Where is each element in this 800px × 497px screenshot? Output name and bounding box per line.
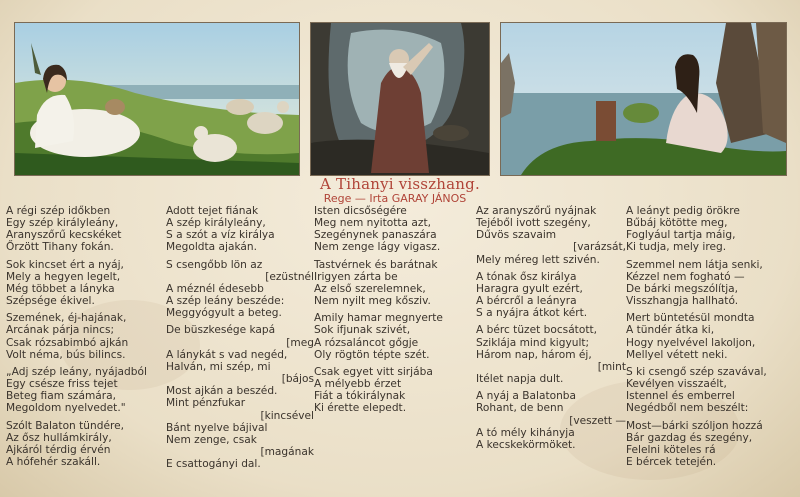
poem-line: Ki érette elepedt. — [314, 402, 407, 415]
poem-line: Oly rögtön tépte szét. — [314, 348, 430, 361]
poem-line: Kevélyen visszaélt, — [626, 378, 727, 391]
poem-line: Sok kincset ért a nyáj, — [6, 258, 124, 271]
poem-line: [ezüstnél — [265, 270, 314, 283]
poem-line: A tónak ősz királya — [476, 270, 577, 283]
poem-line: [varázsát, — [573, 241, 626, 254]
poem-author-line: Rege — Irta GARAY JÁNOS — [323, 192, 467, 205]
poem-line: Ajkáról térdig érvén — [6, 443, 111, 456]
poem-line: Mellyel vétett neki. — [626, 348, 728, 361]
poem-line: Nem zenge, csak — [166, 433, 257, 446]
poem-column-2 — [166, 205, 314, 470]
poem-line: Felelni köteles rá — [626, 443, 716, 456]
poem-line: De büszkesége kapá — [166, 324, 276, 337]
poem-line: Szemének, éj-hajának, — [6, 312, 127, 325]
poem-line: [meg — [286, 336, 314, 349]
poem-line: Szemmel nem látja senki, — [626, 258, 763, 271]
illustration-old-man-in-cave — [310, 22, 490, 176]
poem-line: A szép királyleány, — [166, 217, 266, 230]
poem-line: A régi szép időkben — [6, 205, 111, 217]
poem-line: A bércről a leányra — [476, 295, 577, 308]
poem-line: Hogy nyelvével lakoljon, — [626, 336, 756, 349]
poem-line: [mint — [597, 360, 626, 373]
poem-line: Itélet napja dult. — [476, 373, 564, 386]
poem-line: Most—bárki szóljon hozzá — [626, 419, 763, 432]
poem-line: Visszhangja hallható. — [626, 295, 739, 308]
poem-line: A méznél édesebb — [166, 282, 264, 295]
poem-line: A szép leány beszéde: — [166, 295, 285, 308]
poem-line: A tó mély kihányja — [476, 426, 575, 439]
poem-line: A kecskekörmöket. — [476, 438, 576, 451]
poem-line: Még többet a lányka — [6, 282, 115, 295]
poem-line: Volt néma, bús bilincs. — [6, 348, 126, 361]
poem-line: Az ősz hullámkirály, — [6, 431, 112, 444]
poem-line: Szólt Balaton tündére, — [6, 419, 124, 432]
poem-line: A nyáj a Balatonba — [476, 390, 577, 403]
poem-line: Kézzel nem fogható — — [626, 270, 745, 283]
poem-line: A hófehér szakáll. — [6, 455, 101, 468]
poem-line: A rózsaláncot gőgje — [314, 336, 419, 349]
poem-line: Egy szép királyleány, — [6, 217, 119, 230]
poem-line: Szépsége ékivel. — [6, 295, 95, 308]
illustration-girl-by-lake — [500, 22, 787, 176]
poem-title: A Tihanyi visszhang. — [320, 175, 480, 193]
poem-line: Szegénynek panaszára — [314, 229, 437, 242]
poem-line: Arcának párja nincs; — [6, 324, 115, 337]
poem-line: Adott tejet fiának — [166, 205, 259, 217]
poem-column-3 — [314, 205, 476, 415]
poem-line: Istennel és emberrel — [626, 390, 735, 403]
poem-line: Tastvérnek és barátnak — [314, 258, 438, 271]
poem-line: Három nap, három éj, — [476, 348, 592, 361]
poem-line: Mint pénzfukar — [166, 397, 246, 410]
poem-line: Negédből nem beszélt: — [626, 402, 749, 415]
poem-line: E bércek tetején. — [626, 455, 717, 468]
poem-line: Amily hamar megnyerte — [314, 312, 443, 325]
poem-line: Fiát a tókirálynak — [314, 390, 406, 403]
poem-line: Isten dicsőségére — [314, 205, 407, 217]
poem-line: Tejéből ivott szegény, — [476, 217, 591, 230]
poem-line: Bánt nyelve bájival — [166, 421, 268, 434]
poem-line: Haragra gyult ezért, — [476, 282, 583, 295]
poem-line: Mely a hegyen legelt, — [6, 270, 121, 283]
poem-line: S a szót a víz királya — [166, 229, 275, 242]
poem-column-4 — [476, 205, 626, 451]
poem-line: Sok ifjunak szivét, — [314, 324, 411, 337]
poem-line: Sziklája mind kigyult; — [476, 336, 590, 349]
poem-line: Az első szerelemnek, — [314, 282, 426, 295]
poem-column-5 — [626, 205, 796, 468]
poem-line: [bájos — [281, 373, 314, 386]
poem-line: Mely méreg lett szivén. — [476, 253, 600, 266]
poem-line: Halván, mi szép, mi — [166, 360, 271, 373]
poem-line: Ki tudja, mely ireg. — [626, 241, 727, 254]
poem-line: De bárki megszólítja, — [626, 282, 739, 295]
poem-line: Bűbáj kötötte meg, — [626, 217, 728, 230]
poem-line: A leányt pedig örökre — [626, 205, 740, 217]
poem-line: Most ajkán a beszéd. — [166, 385, 278, 398]
poem-line: Aranyszőrű kecskéket — [6, 229, 122, 242]
poem-line: Az aranyszőrű nyájnak — [476, 205, 597, 217]
poem-line: S csengőbb lön az — [166, 258, 263, 271]
poem-line: S a nyájra átkot kért. — [476, 307, 588, 320]
poem-line: Beteg fiam számára, — [6, 390, 116, 403]
poem-line: A tündér átka ki, — [626, 324, 715, 337]
poem-line: „Adj szép leány, nyájadból — [6, 365, 147, 378]
illustration-girl-with-goats — [14, 22, 300, 176]
poem-line: A bérc tüzet bocsátott, — [476, 324, 597, 337]
poem-line: [magának — [260, 445, 314, 458]
poem-line: Csak rózsabimbó ajkán — [6, 336, 129, 349]
poem-line: S ki csengő szép szavával, — [626, 365, 767, 378]
poem-line: Irigyen zárta be — [314, 270, 398, 283]
poem-line: Megoldta ajakán. — [166, 241, 257, 254]
poem-line: Dűvös szavaim — [476, 229, 557, 242]
poem-line: Nem nyilt meg kősziv. — [314, 295, 431, 308]
poem-line: [kincsével — [260, 409, 314, 422]
poem-line: Foglyául tartja máig, — [626, 229, 736, 242]
poem-line: Rohant, de benn — [476, 402, 564, 415]
poem-line: Meg nem nyitotta azt, — [314, 217, 431, 230]
poem-line: Meggyógyult a beteg. — [166, 307, 282, 320]
poem-line: A lánykát s vad negéd, — [166, 348, 288, 361]
poem-line: Megoldom nyelvedet." — [6, 402, 126, 415]
poem-line: Őrzött Tihany fokán. — [6, 241, 114, 254]
poem-line: Csak egyet vitt sirjába — [314, 365, 433, 378]
poem-line: Nem zenge lágy vigasz. — [314, 241, 441, 254]
poem-line: Bár gazdag és szegény, — [626, 431, 753, 444]
poem-column-1 — [6, 205, 166, 468]
poem-line: E csattogányi dal. — [166, 458, 261, 471]
poem-line: Egy csésze friss tejet — [6, 378, 118, 391]
poem-line: A mélyebb érzet — [314, 378, 402, 391]
poem-line: [veszett — — [569, 414, 626, 427]
poem-line: Mert büntetésül mondta — [626, 312, 755, 325]
